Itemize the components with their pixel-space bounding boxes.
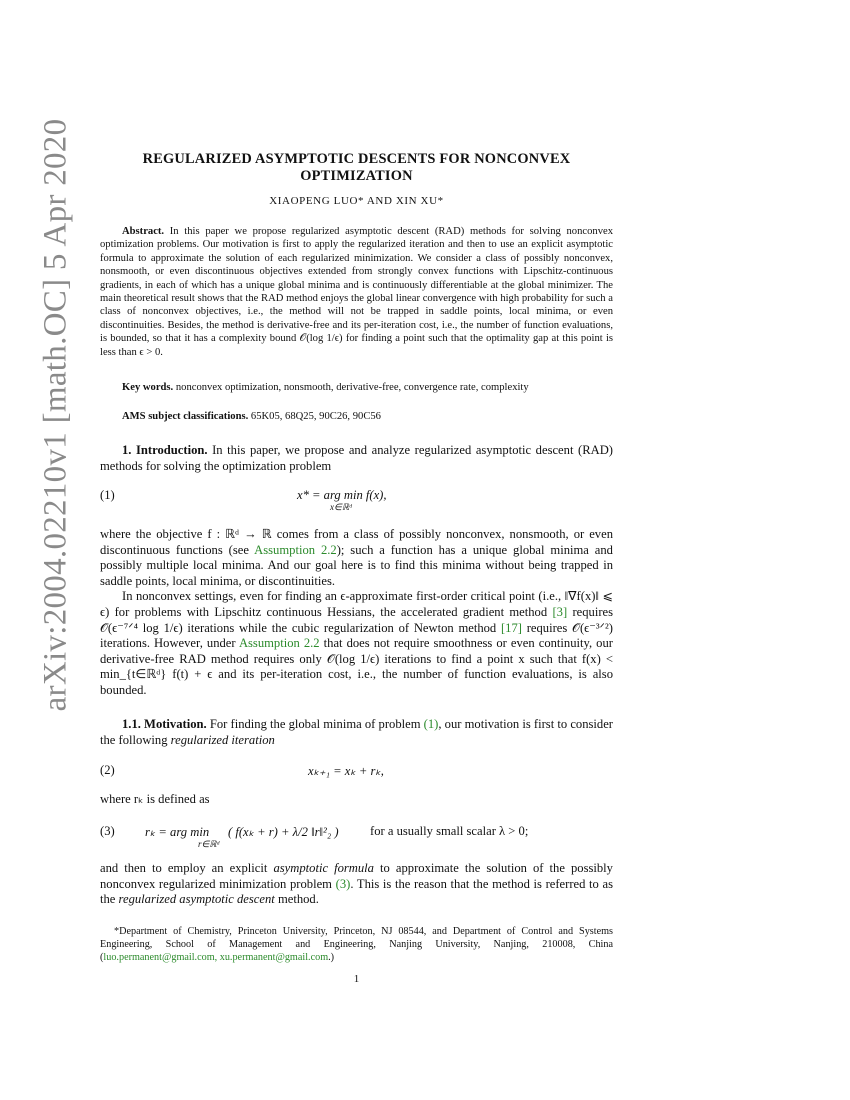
footnote-text: *Department of Chemistry, Princeton University, Princeton, NJ 08544, and Department of Control and Systems Engineering, School of Management and Engineering, Nanjing University, Nanjing, 210008, China ( — [100, 926, 613, 963]
equation-2-expr: xₖ₊₁ = xₖ + rₖ, — [308, 764, 384, 778]
motivation-p3c: to approximate the solution of the possibly nonconvex regularized minimization problem — [100, 861, 613, 891]
title-line-2: OPTIMIZATION — [300, 168, 413, 184]
footnote-close: .) — [328, 952, 335, 963]
title-line-1: REGULARIZED ASYMPTOTIC DESCENTS FOR NONCONVEX — [142, 151, 571, 167]
ams-label: AMS subject classifications. — [122, 411, 249, 422]
intro-p3a: In nonconvex settings, even for finding an ϵ-approximate first-order critical point (i.e., ‖∇f(x)‖ ⩽ ϵ) for problems with Lipschitz continuous Hessians, the accelerated gradient method — [100, 589, 613, 619]
assumption-link-1[interactable]: Assumption 2.2 — [254, 542, 337, 557]
equation-1-expr: x* = arg min f(x), — [297, 488, 387, 502]
assumption-link-2[interactable]: Assumption 2.2 — [238, 636, 320, 651]
intro-paragraph-2 — [100, 527, 613, 699]
equation-3-sub: r∈ℝᵈ — [198, 839, 220, 849]
equation-ref-3[interactable]: (3) — [335, 876, 351, 891]
intro-heading: 1. Introduction. — [122, 443, 208, 457]
page-number: 1 — [353, 973, 360, 985]
citation-17[interactable]: [17] — [500, 620, 522, 635]
footnote — [100, 925, 613, 964]
abstract-complexity: 𝒪(log 1/ϵ) — [299, 333, 343, 345]
motivation-p1a: For finding the global minima of problem — [209, 717, 421, 731]
keywords-label: Key words. — [122, 382, 174, 393]
motivation-p3a: and then to employ an explicit — [100, 861, 268, 875]
intro-p2b: ); such a function has a unique global minima and possibly multiple local minima. And our goal here is to find this minima without being trapped in saddle points, local minima, or discontinuities. — [100, 542, 613, 588]
motivation-paragraph-3 — [100, 861, 613, 908]
keywords-text: nonconvex optimization, nonsmooth, derivative-free, convergence rate, complexity — [175, 382, 529, 393]
intro-paragraph-1 — [100, 443, 613, 474]
equation-1-number: (1) — [100, 488, 115, 502]
authors: XIAOPENG LUO* AND XIN XU* — [269, 195, 444, 207]
motivation-heading: 1.1. Motivation. — [122, 717, 207, 731]
equation-1 — [100, 488, 613, 522]
motivation-p3e: regularized asymptotic descent — [118, 892, 275, 907]
equation-2-number: (2) — [100, 763, 115, 777]
equation-3-lhs: rₖ = arg min — [145, 825, 210, 839]
motivation-p3d: . This is the reason that the method is referred to as the — [100, 876, 613, 907]
ams-text: 65K05, 68Q25, 90C26, 90C56 — [250, 411, 381, 422]
intro-p3c: requires 𝒪(ϵ⁻³ᐟ²) iterations. However, under — [100, 620, 613, 651]
intro-p3b: requires 𝒪(ϵ⁻⁷ᐟ⁴ log 1/ϵ) iterations while the cubic regularization of Newton method — [100, 604, 613, 635]
abstract-label: Abstract. — [122, 226, 165, 237]
motivation-paragraph — [100, 717, 613, 748]
intro-p1: In this paper, we propose and analyze regularized asymptotic descent (RAD) methods for solving the optimization problem — [100, 443, 613, 473]
motivation-p3f: method. — [277, 892, 319, 907]
keywords — [100, 381, 613, 394]
ams-classifications — [100, 410, 613, 423]
equation-3 — [100, 824, 613, 864]
intro-p3d: that does not require smoothness or even continuity, our derivative-free RAD method requires only 𝒪(log 1/ϵ) iterations to find a point x such that f(x) < min_{t∈ℝᵈ} f(t) + ϵ and its per-iteration cost, i.e., the number of function evaluations, is also bounded. — [100, 636, 613, 697]
footnote-email-link[interactable]: luo.permanent@gmail.com, xu.permanent@gmail.com — [103, 952, 329, 963]
abstract — [100, 225, 613, 359]
equation-ref-1[interactable]: (1) — [423, 717, 439, 731]
motivation-p2-line — [100, 792, 613, 808]
citation-3[interactable]: [3] — [552, 604, 568, 619]
motivation-p2: where rₖ is defined as — [100, 792, 210, 806]
abstract-tail: for finding a point such that the optimality gap at this point is less than ϵ > 0. — [100, 333, 614, 358]
motivation-p3b: asymptotic formula — [273, 861, 374, 875]
abstract-text: In this paper we propose regularized asymptotic descent (RAD) methods for solving nonconvex optimization problems. Our motivation is first to apply the regularized iteration and then to use an explicit asymptotic formula to approximate the solution of each regularized minimization. We consider a class of possibly nonconvex, nonsmooth, or even discontinuous objectives extended from strongly convex functions with Lipschitz-continuous gradients, in each of which has a unique global minima and is continuously differentiable at the global minimizer. The main theoretical result shows that the RAD method enjoys the global linear convergence with high probability for such a class of nonconvex objectives, i.e., the method will not be trapped in saddle points, local minima, or even discontinuities. Besides, the method is derivative-free and its per-iteration cost, i.e., the number of function evaluations, is bounded, so that it has a complexity bound — [100, 226, 613, 345]
motivation-p1c: regularized iteration — [170, 732, 275, 747]
equation-3-condition: for a usually small scalar λ > 0; — [370, 824, 529, 838]
intro-p2a: where the objective f : ℝᵈ → ℝ comes from a class of possibly nonconvex, nonsmooth, or even discontinuous functions (see — [100, 527, 613, 557]
equation-3-number: (3) — [100, 824, 115, 838]
equation-1-sub: x∈ℝᵈ — [330, 502, 352, 512]
paper-title — [100, 151, 613, 185]
arxiv-stamp-text: arXiv:2004.02210v1 [math.OC] 5 Apr 2020 — [37, 118, 74, 712]
equation-3-body: ( f(xₖ + r) + λ/2 ‖r‖²₂ ) — [228, 825, 339, 839]
motivation-p1b: , our motivation is first to consider the following — [100, 717, 613, 747]
